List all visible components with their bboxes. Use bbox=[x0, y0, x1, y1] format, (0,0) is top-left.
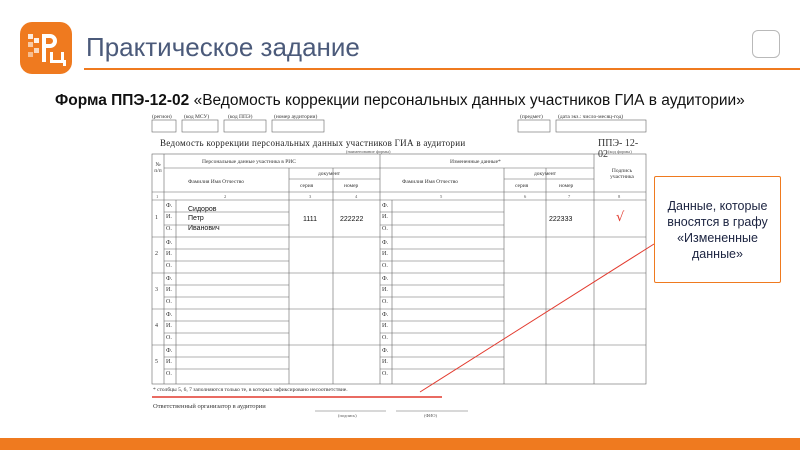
col-ris-data-header: Персональные данные участника в РИС bbox=[202, 159, 296, 165]
ris-row-label-4-1: Ф. bbox=[166, 312, 173, 318]
col-number-doc-header: номер bbox=[344, 183, 359, 189]
changed-row-label-4-1: Ф. bbox=[382, 312, 389, 318]
entry-number: 222222 bbox=[340, 216, 364, 223]
ris-row-label-4-3: О. bbox=[166, 335, 172, 341]
col-index-8: 8 bbox=[618, 194, 621, 199]
ris-row-label-5-1: Ф. bbox=[166, 348, 173, 354]
entry-name: Петр bbox=[188, 215, 204, 222]
col-series-header: серия bbox=[300, 183, 314, 189]
ris-row-label-4-2: И. bbox=[166, 323, 172, 329]
changed-row-label-3-3: О. bbox=[382, 299, 388, 305]
entry-patronymic: Иванович bbox=[188, 225, 220, 232]
col-number-header: № п/п bbox=[154, 162, 162, 174]
changed-row-label-1-2: И. bbox=[382, 214, 388, 220]
ris-row-label-2-3: О. bbox=[166, 263, 172, 269]
changed-row-label-5-1: Ф. bbox=[382, 348, 389, 354]
ris-row-label-3-2: И. bbox=[166, 287, 172, 293]
ris-row-label-5-3: О. bbox=[166, 371, 172, 377]
row-number-2: 2 bbox=[155, 251, 158, 257]
page-title: Практическое задание bbox=[86, 32, 360, 62]
col-changed-data-header: Измененные данные* bbox=[450, 159, 501, 165]
title-underline bbox=[84, 68, 800, 70]
col-index-6: 6 bbox=[524, 194, 527, 199]
col-new-fio-header: Фамилия Имя Отчество bbox=[402, 179, 459, 185]
signature-check-mark: √ bbox=[616, 210, 625, 225]
col-fio-header: Фамилия Имя Отчество bbox=[188, 179, 245, 185]
form-title: Ведомость коррекции персональных данных участников ГИА в аудитории bbox=[160, 138, 466, 148]
col-index-5: 5 bbox=[440, 194, 443, 199]
fio-caption: (ФИО) bbox=[424, 413, 438, 418]
ris-row-label-3-1: Ф. bbox=[166, 276, 173, 282]
region-label: (регион) bbox=[152, 114, 172, 120]
changed-row-label-5-3: О. bbox=[382, 371, 388, 377]
changed-row-label-2-1: Ф. bbox=[382, 240, 389, 246]
auditorium-number-label: (номер аудитории) bbox=[274, 114, 318, 120]
bottom-accent-bar bbox=[0, 438, 800, 450]
changed-row-label-1-1: Ф. bbox=[382, 203, 389, 209]
form-title-note: (наименование формы) bbox=[346, 149, 391, 154]
col-index-4: 4 bbox=[355, 194, 358, 199]
changed-row-label-2-2: И. bbox=[382, 251, 388, 257]
ris-row-label-1-1: Ф. bbox=[166, 203, 173, 209]
subject-label: (предмет) bbox=[520, 114, 543, 120]
changed-row-label-3-1: Ф. bbox=[382, 276, 389, 282]
col-index-7: 7 bbox=[568, 194, 571, 199]
form-code: ППЭ- 12-02 bbox=[598, 138, 639, 160]
form-code-label: Форма ППЭ-12-02 bbox=[55, 92, 190, 109]
exam-date-label: (дата экз.: число-месяц-год) bbox=[558, 114, 624, 120]
row-number-5: 5 bbox=[155, 359, 158, 365]
ris-row-label-2-1: Ф. bbox=[166, 240, 173, 246]
col-new-number-header: номер bbox=[559, 183, 574, 189]
ppe-code-label: (код ППЭ) bbox=[228, 114, 253, 120]
ris-row-label-1-3: О. bbox=[166, 226, 172, 232]
ris-row-label-2-2: И. bbox=[166, 251, 172, 257]
entry-new-number: 222333 bbox=[549, 216, 573, 223]
row-number-4: 4 bbox=[155, 323, 158, 329]
changed-row-label-2-3: О. bbox=[382, 263, 388, 269]
col-document-header: документ bbox=[318, 171, 341, 177]
row-number-1: 1 bbox=[155, 215, 158, 221]
changed-row-label-1-3: О. bbox=[382, 226, 388, 232]
callout-box: Данные, которые вносятся в графу «Измененные данные» bbox=[654, 176, 781, 283]
msu-code-label: (код МСУ) bbox=[184, 114, 210, 120]
col-new-series-header: серия bbox=[515, 183, 529, 189]
form-code-note: (код формы) bbox=[608, 149, 632, 154]
changed-row-label-4-2: И. bbox=[382, 323, 388, 329]
form-subtitle bbox=[55, 92, 745, 110]
ris-row-label-5-2: И. bbox=[166, 359, 172, 365]
ris-row-label-3-3: О. bbox=[166, 299, 172, 305]
ris-row-label-1-2: И. bbox=[166, 214, 172, 220]
col-index-1: 1 bbox=[156, 194, 159, 199]
col-signature-header: Подпись участника bbox=[610, 168, 634, 180]
organizer-label: Ответственный организатор в аудитории bbox=[153, 403, 266, 410]
form-ppe-12-02 bbox=[150, 112, 648, 422]
col-index-3: 3 bbox=[309, 194, 312, 199]
row-number-3: 3 bbox=[155, 287, 158, 293]
rcoi-logo-icon bbox=[20, 22, 72, 74]
signature-caption: (подпись) bbox=[338, 413, 357, 418]
form-footnote: * столбцы 5, 6, 7 заполняются только те, в которых зафиксировано несоответствие. bbox=[153, 387, 348, 393]
slide-corner-box bbox=[752, 30, 780, 58]
changed-row-label-5-2: И. bbox=[382, 359, 388, 365]
form-name-label: «Ведомость коррекции персональных данных участников ГИА в аудитории» bbox=[189, 92, 745, 109]
changed-row-label-3-2: И. bbox=[382, 287, 388, 293]
entry-series: 1111 bbox=[303, 216, 318, 223]
col-new-document-header: документ bbox=[534, 171, 557, 177]
changed-row-label-4-3: О. bbox=[382, 335, 388, 341]
footnote-underline bbox=[150, 395, 450, 399]
col-index-2: 2 bbox=[224, 194, 227, 199]
entry-surname: Сидоров bbox=[188, 206, 217, 213]
